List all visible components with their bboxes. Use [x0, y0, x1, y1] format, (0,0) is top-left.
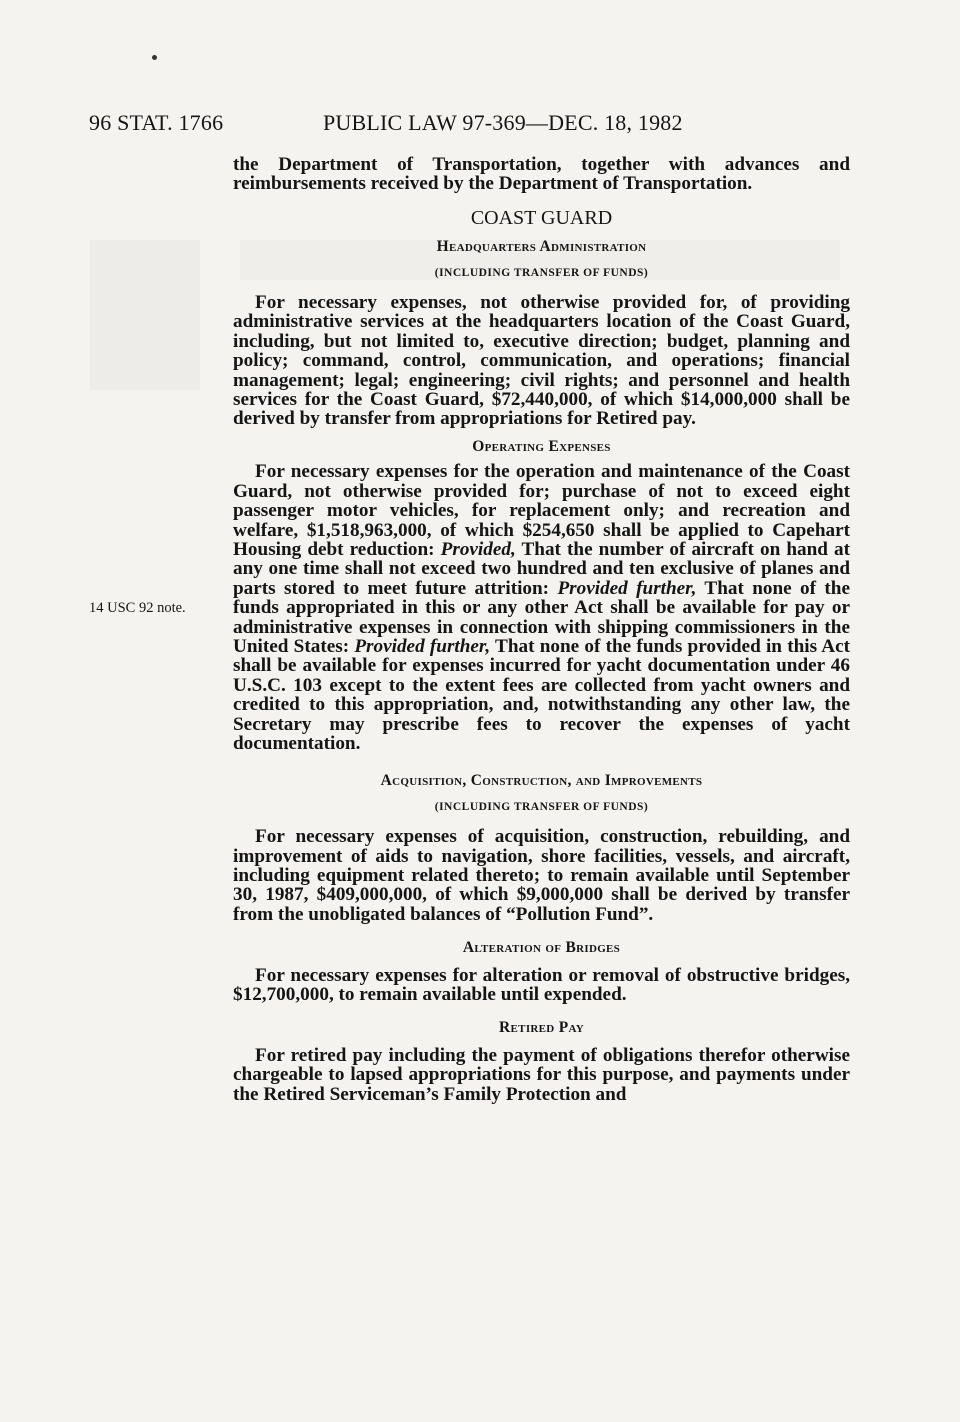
opex-text-a: For necessary expenses for the operation and maintenance of the Coast Guard, not otherwise provided for; purchase of not to exceed eight passenger motor vehicles, for replacement only; and recreation and welfare, $1,518,963,000, of which $254,650 shall be applied to Capehart Housing debt reduction: — [233, 461, 850, 560]
opex-text-c: That none of the funds appropriated in this or any other Act shall be available for pay or administrative expenses in connection with shipping commissioners in the United States: — [233, 577, 850, 657]
opex-provided: Provided, — [440, 538, 516, 560]
aci-transfer-subheading: (INCLUDING TRANSFER OF FUNDS) — [434, 800, 649, 813]
hq-transfer-subheading: (INCLUDING TRANSFER OF FUNDS) — [434, 266, 649, 279]
coast-guard-heading: COAST GUARD — [470, 206, 613, 229]
aci-heading: Acquisition, Construction, and Improvements — [380, 772, 703, 790]
operating-expenses-paragraph — [233, 462, 850, 753]
retired-pay-paragraph: For retired pay including the payment of obligations therefor otherwise chargeable to lapsed appropriations for this purpose, and payments under the Retired Serviceman’s Family Protection and — [233, 1044, 850, 1105]
retired-pay-heading: Retired Pay — [499, 1019, 584, 1037]
scan-speck — [152, 55, 157, 60]
bridges-heading: Alteration of Bridges — [462, 939, 621, 957]
margin-note-usc: 14 USC 92 note. — [89, 600, 186, 616]
stat-reference: 96 STAT. 1766 — [89, 110, 224, 135]
opex-provided-further-2: Provided further, — [354, 635, 491, 657]
aci-paragraph: For necessary expenses of acquisition, construction, rebuilding, and improvement of aids to navigation, shore facilities, vessels, and aircraft, including equipment related thereto; to remain available until September 30, 1987, $409,000,000, of which $9,000,000 shall be derived by transfer from the unobligated balances of “Pollution Fund”. — [233, 826, 850, 925]
hq-admin-heading: Headquarters Administration — [436, 238, 647, 256]
opex-text-b: That the number of aircraft on hand at any one time shall not exceed two hundred and ten exclusive of planes and parts stored to meet future attrition: — [233, 538, 850, 599]
operating-expenses-heading: Operating Expenses — [472, 437, 611, 455]
bleed-through-left — [90, 240, 200, 390]
main-text-column — [233, 155, 850, 1104]
opex-provided-further-1: Provided further, — [557, 577, 697, 599]
bridges-paragraph: For necessary expenses for alteration or removal of obstructive bridges, $12,700,000, to remain available until expended. — [233, 964, 850, 1006]
hq-admin-paragraph: For necessary expenses, not otherwise provided for, of providing administrative services at the headquarters location of the Coast Guard, including, but not limited to, executive direction; budget, planning and policy; command, control, communication, and operations; financial management; legal; engineering; civil rights; and personnel and health services for the Coast Guard, $72,440,000, of which $14,000,000 shall be derived by transfer from appropriations for Retired pay. — [233, 292, 850, 430]
opex-text-d: That none of the funds provided in this Act shall be available for expenses incurred for yacht documentation under 46 U.S.C. 103 except to the extent fees are collected from yacht owners and credited to this appropriation, and, notwithstanding any other law, the Secretary may prescribe fees to recover the expenses of yacht documentation. — [233, 635, 851, 754]
law-reference: PUBLIC LAW 97-369—DEC. 18, 1982 — [323, 110, 683, 135]
intro-paragraph: the Department of Transportation, together with advances and reimbursements received by the Department of Transportation. — [233, 154, 850, 195]
